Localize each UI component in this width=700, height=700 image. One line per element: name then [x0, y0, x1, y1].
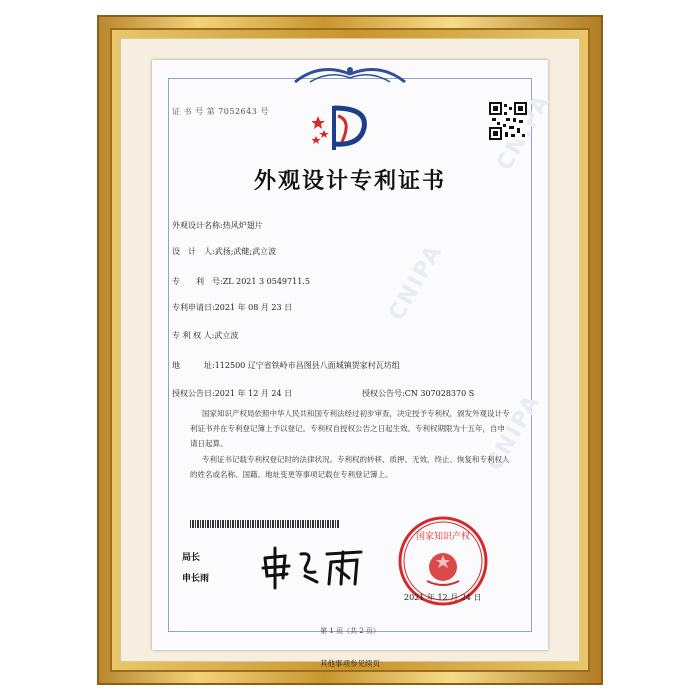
field-address — [172, 360, 400, 371]
field-label: 专利申请日: — [172, 303, 215, 312]
field-label: 外观设计名称: — [172, 221, 223, 230]
field-label: 专 利 权 人: — [172, 331, 215, 340]
watermark-text: CNIPA — [482, 389, 546, 476]
field-label: 授权公告号: — [362, 389, 405, 398]
field-label: 设 计 人: — [172, 247, 215, 256]
svg-text:国家知识产权: 国家知识产权 — [415, 532, 471, 542]
certificate-number: 证 书 号 第 7052643 号 — [172, 107, 269, 116]
field-designer — [172, 246, 276, 257]
field-value: 热风炉翅片 — [222, 221, 263, 230]
field-value: CN 307028370 S — [404, 389, 475, 398]
certificate-title: 外观设计专利证书 — [253, 168, 446, 194]
certificate-paper — [152, 60, 548, 650]
field-value: 武扬;武健;武立波 — [214, 247, 277, 256]
field-patent-number — [172, 276, 310, 287]
top-flourish-ornament — [290, 60, 410, 90]
certificate-paragraph-legal: 专利证书记载专利权登记时的法律状况。专利权的转移、质押、无效、终止、恢复和专利权人的姓名或名称、国籍、地址变更等事项记载在专利登记簿上。 — [190, 455, 510, 479]
director-title: 局长 — [182, 553, 201, 563]
field-label: 授权公告日: — [172, 389, 215, 398]
footer-note: 其他事项参见续页 — [320, 659, 380, 668]
field-application-date — [172, 302, 292, 313]
barcode — [190, 520, 340, 528]
seal-date: 2021 年 12 月 24 日 — [404, 593, 482, 602]
field-grant-date — [172, 388, 292, 399]
cnipa-logo-icon — [312, 102, 372, 154]
field-value: 2021 年 08 月 23 日 — [214, 303, 293, 312]
page-number: 第 1 页（共 2 页） — [320, 627, 380, 635]
field-value: 武立波 — [214, 331, 239, 340]
qr-code-icon — [489, 102, 527, 140]
field-value: 112500 辽宁省铁岭市昌图县八面城镇贺家村瓦坊组 — [214, 361, 400, 370]
field-value: 2021 年 12 月 24 日 — [214, 389, 293, 398]
field-design-name — [172, 220, 263, 231]
director-block — [182, 550, 209, 584]
field-label: 地 址: — [172, 361, 215, 370]
field-grant-number — [362, 388, 474, 399]
watermark-text: CNIPA — [384, 239, 448, 326]
field-patentee — [172, 330, 238, 341]
director-signature — [257, 544, 367, 590]
field-label: 专 利 号: — [172, 277, 223, 286]
certificate-paragraph-grant: 国家知识产权局依照中华人民共和国专利法经过初步审查，决定授予专利权，颁发外观设计专利证书并在专利登记簿上予以登记。专利权自授权公告之日起生效。专利权期限为十五年，自申请日起算。 — [190, 409, 510, 448]
field-value: ZL 2021 3 0549711.5 — [222, 277, 310, 286]
director-name: 申长雨 — [182, 574, 210, 584]
